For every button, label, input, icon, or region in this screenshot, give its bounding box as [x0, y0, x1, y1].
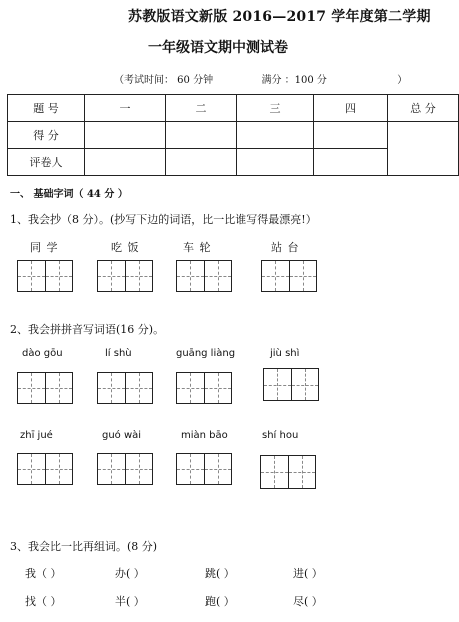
header-cell-total: 总 分 — [388, 95, 459, 122]
writing-grid[interactable] — [97, 260, 153, 292]
score-table-header-row — [8, 95, 459, 122]
writing-grid[interactable] — [261, 260, 317, 292]
exam-time: （考试时间： 60 分钟 — [114, 75, 214, 86]
q3-blank[interactable]: 找（ ） — [25, 595, 62, 608]
section-heading: 一、 基础字词（ 44 分 ） — [10, 189, 128, 200]
q3-blank[interactable]: 跑( ） — [205, 595, 235, 608]
header-cell-part-2: 二 — [166, 95, 237, 122]
pinyin-label: jiù shì — [270, 348, 300, 359]
exam-subtitle: 一年级语文期中测试卷 — [148, 40, 288, 56]
exam-info — [114, 71, 407, 86]
writing-grid[interactable] — [17, 372, 73, 404]
writing-grid[interactable] — [17, 260, 73, 292]
writing-grid[interactable] — [260, 455, 316, 489]
score-row-label: 得 分 — [8, 122, 85, 149]
q2-prompt: 2、我会拼拼音写词语(16 分)。 — [10, 323, 165, 336]
q3-blank[interactable]: 半( ） — [115, 595, 145, 608]
q3-blank[interactable]: 我（ ） — [25, 567, 62, 580]
writing-grid[interactable] — [176, 453, 232, 485]
q1-word: 同 学 — [30, 241, 59, 254]
close-paren: ） — [397, 75, 408, 86]
score-cell — [237, 122, 314, 149]
header-cell-part-3: 三 — [237, 95, 314, 122]
header-cell-question-no: 题 号 — [8, 95, 85, 122]
pinyin-label: guó wài — [102, 430, 142, 441]
pinyin-label: zhī jué — [20, 430, 53, 441]
header-cell-part-1: 一 — [85, 95, 166, 122]
writing-grid[interactable] — [176, 372, 232, 404]
q1-word: 吃 饭 — [111, 241, 140, 254]
q1-word: 站 台 — [271, 241, 300, 254]
pinyin-label: lí shù — [105, 348, 132, 359]
header-cell-part-4: 四 — [314, 95, 388, 122]
pinyin-label: dào gōu — [22, 348, 63, 359]
writing-grid[interactable] — [263, 368, 319, 401]
q3-blank[interactable]: 跳( ） — [205, 567, 235, 580]
pinyin-label: shí hou — [262, 430, 299, 441]
grader-cell — [166, 149, 237, 176]
score-row — [8, 122, 459, 149]
pinyin-label: miàn bāo — [181, 430, 228, 441]
grader-cell — [237, 149, 314, 176]
score-table — [7, 94, 459, 176]
writing-grid[interactable] — [97, 372, 153, 404]
full-score: 满分 ：100 分 — [261, 75, 327, 86]
exam-title: 苏教版语文新版 2016—2017 学年度第二学期 — [128, 9, 431, 25]
score-cell — [85, 122, 166, 149]
grader-cell — [314, 149, 388, 176]
q1-word: 车 轮 — [183, 241, 212, 254]
score-cell — [314, 122, 388, 149]
score-cell — [166, 122, 237, 149]
pinyin-label: guāng liàng — [176, 348, 236, 359]
writing-grid[interactable] — [97, 453, 153, 485]
q3-prompt: 3、我会比一比再组词。(8 分) — [10, 540, 158, 553]
q3-blank[interactable]: 办( ） — [115, 567, 145, 580]
writing-grid[interactable] — [17, 453, 73, 485]
q1-prompt: 1、我会抄（8 分）。(抄写下边的词语，比一比谁写得最漂亮!） — [10, 213, 317, 226]
q3-blank[interactable]: 尽( ） — [293, 595, 323, 608]
total-score-cell — [388, 122, 459, 176]
grader-cell — [85, 149, 166, 176]
writing-grid[interactable] — [176, 260, 232, 292]
grader-row-label: 评卷人 — [8, 149, 85, 176]
q3-blank[interactable]: 进( ） — [293, 567, 323, 580]
